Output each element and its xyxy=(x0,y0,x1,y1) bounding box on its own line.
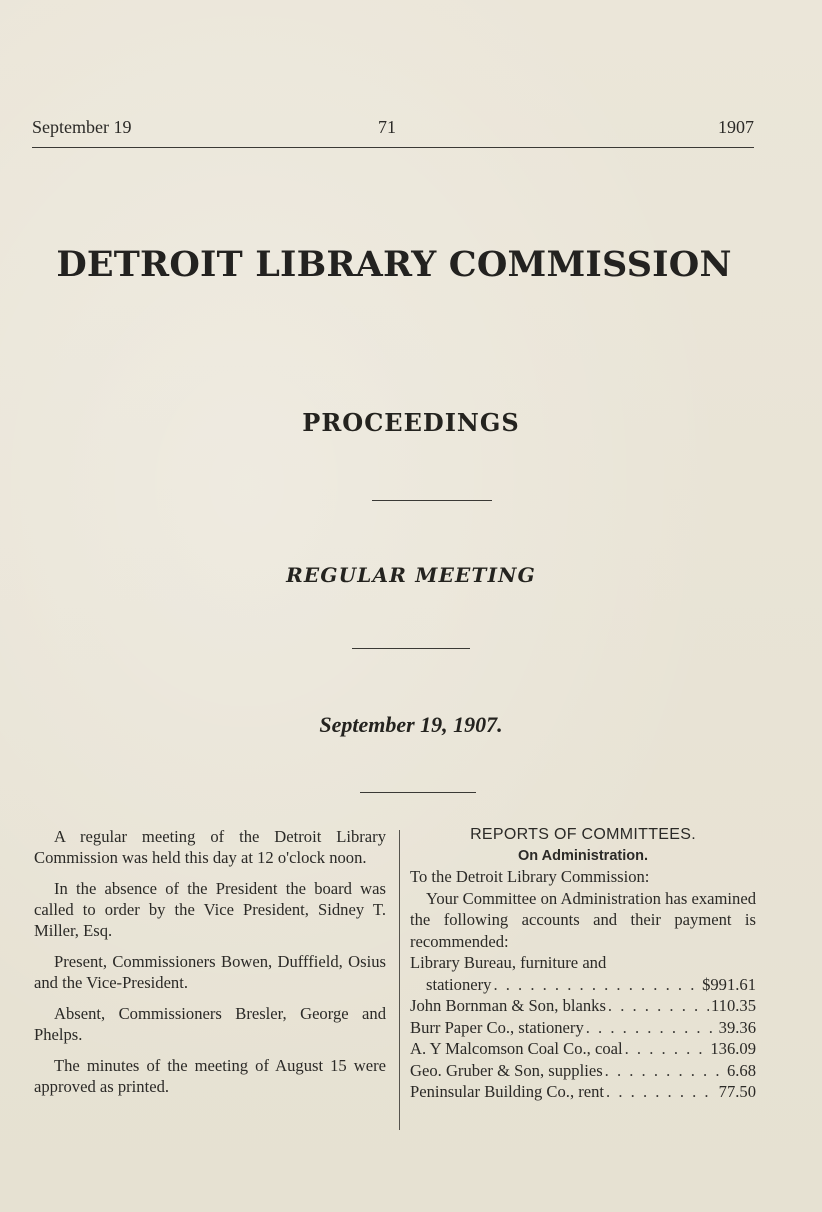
account-name: Geo. Gruber & Son, supplies xyxy=(410,1060,603,1080)
account-amount: 77.50 xyxy=(718,1082,756,1101)
section-rule xyxy=(360,792,476,793)
account-name: stationery xyxy=(426,974,492,994)
running-head xyxy=(32,117,754,141)
account-amount: $991.61 xyxy=(702,974,756,994)
account-name: John Bornman & Son, blanks xyxy=(410,996,606,1015)
minutes-paragraph: In the absence of the President the board was called to order by the Vice President, Sidney T. Miller, Esq. xyxy=(34,879,386,940)
header-rule xyxy=(32,147,754,148)
salutation: To the Detroit Library Commission: xyxy=(410,867,650,886)
reports-column xyxy=(410,824,756,1103)
leader-dots xyxy=(605,1060,725,1082)
leader-dots xyxy=(493,974,700,996)
committee-report-body: Your Committee on Administration has examined the following accounts and their payment is recommended: xyxy=(410,888,756,951)
meeting-date: September 19, 1907. xyxy=(319,712,503,737)
account-row xyxy=(410,1038,756,1060)
section-rule xyxy=(352,648,470,649)
running-head-date: September 19 xyxy=(32,117,132,137)
account-row xyxy=(410,1081,756,1103)
account-row xyxy=(410,1017,756,1039)
leader-dots xyxy=(586,1017,717,1039)
minutes-column xyxy=(34,826,386,1107)
column-divider xyxy=(399,830,400,1130)
minutes-paragraph: A regular meeting of the Detroit Library Commission was held this day at 12 o'clock noon. xyxy=(34,827,386,867)
account-name: Burr Paper Co., stationery xyxy=(410,1017,584,1037)
account-amount: 136.09 xyxy=(710,1039,756,1058)
accounts-list xyxy=(410,952,756,1103)
minutes-paragraph: Absent, Commissioners Bresler, George and Phelps. xyxy=(34,1004,386,1044)
account-name: A. Y Malcomson Coal Co., coal xyxy=(410,1039,623,1058)
proceedings-heading: PROCEEDINGS xyxy=(302,408,520,437)
account-row xyxy=(410,974,756,996)
leader-dots xyxy=(608,995,709,1017)
account-name: Library Bureau, furniture and xyxy=(410,953,607,972)
leader-dots xyxy=(625,1038,709,1060)
minutes-paragraph: The minutes of the meeting of August 15 were approved as printed. xyxy=(34,1056,386,1096)
page-number: 71 xyxy=(378,117,396,137)
section-rule xyxy=(372,500,492,501)
committee-subheading: On Administration. xyxy=(518,848,648,864)
minutes-paragraph: Present, Commissioners Bowen, Dufffield, Osius and the Vice-President. xyxy=(34,952,386,992)
account-row xyxy=(410,952,756,974)
account-row xyxy=(410,995,756,1017)
account-amount: 110.35 xyxy=(710,996,756,1015)
account-row xyxy=(410,1060,756,1082)
account-amount: 39.36 xyxy=(718,1017,756,1037)
reports-heading: REPORTS OF COMMITTEES. xyxy=(470,826,696,843)
leader-dots xyxy=(606,1081,717,1103)
account-amount: 6.68 xyxy=(726,1060,756,1080)
running-head-year: 1907 xyxy=(718,117,754,137)
meeting-type-heading: REGULAR MEETING xyxy=(286,563,536,587)
account-name: Peninsular Building Co., rent xyxy=(410,1082,605,1101)
masthead-title: DETROIT LIBRARY COMMISSION xyxy=(56,244,732,285)
